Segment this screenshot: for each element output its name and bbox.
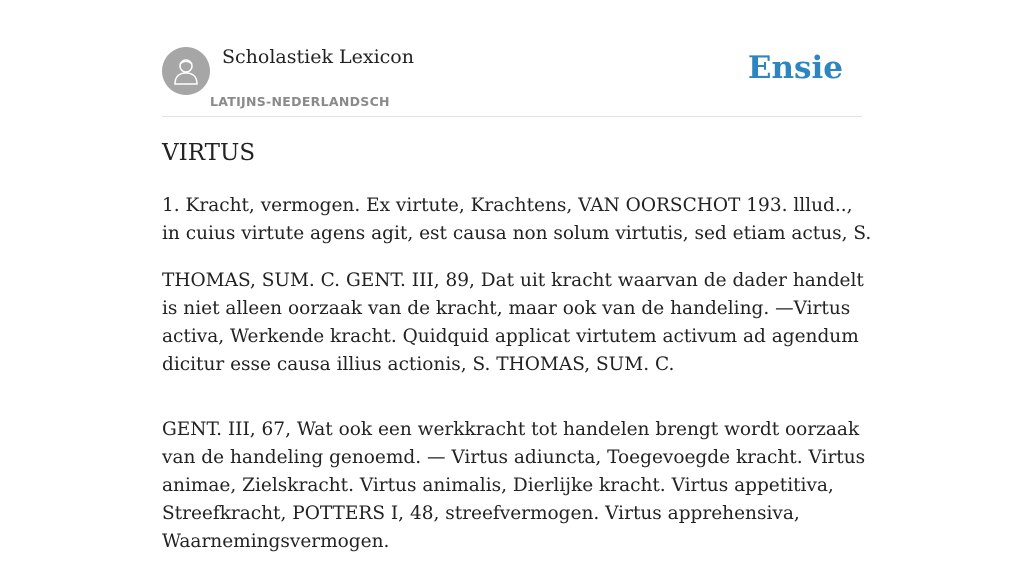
entry-paragraph: GENT. III, 67, Wat ook een werkkracht tot handelen brengt wordt oorzaak van de handeling genoemd. — Virtus adiuncta, Toegevoegde kracht. Virtus animae, Zielskracht. Virtus animalis, Dierlijke kracht. Virtus appetitiva, Streefkracht, POTTERS I, 48, streefvermogen. Virtus apprehensiva, Waarnemingsvermogen. [162,419,866,552]
header [162,46,862,117]
avatar[interactable] [162,47,210,95]
book-subtitle: LATIJNS-NEDERLANDSCH [210,94,390,109]
ensie-logo[interactable]: Ensie [747,50,843,86]
entry-paragraph: THOMAS, SUM. C. GENT. III, 89, Dat uit kracht waarvan de dader handelt is niet alleen oorzaak van de kracht, maar ook van de handeling. —Virtus activa, Werkende kracht. Quidquid applicat virtutem activum ad agendum dicitur esse causa illius actionis, S. THOMAS, SUM. C. [162,270,864,375]
user-icon [170,55,202,87]
page-title: VIRTUS [162,140,256,166]
entry-paragraph: 1. Kracht, vermogen. Ex virtute, Krachtens, VAN OORSCHOT 193. lllud.., in cuius virtute agens agit, est causa non solum virtutis, sed etiam actus, S. [162,195,872,244]
entry-content [162,192,872,575]
book-title[interactable]: Scholastiek Lexicon [222,46,414,68]
